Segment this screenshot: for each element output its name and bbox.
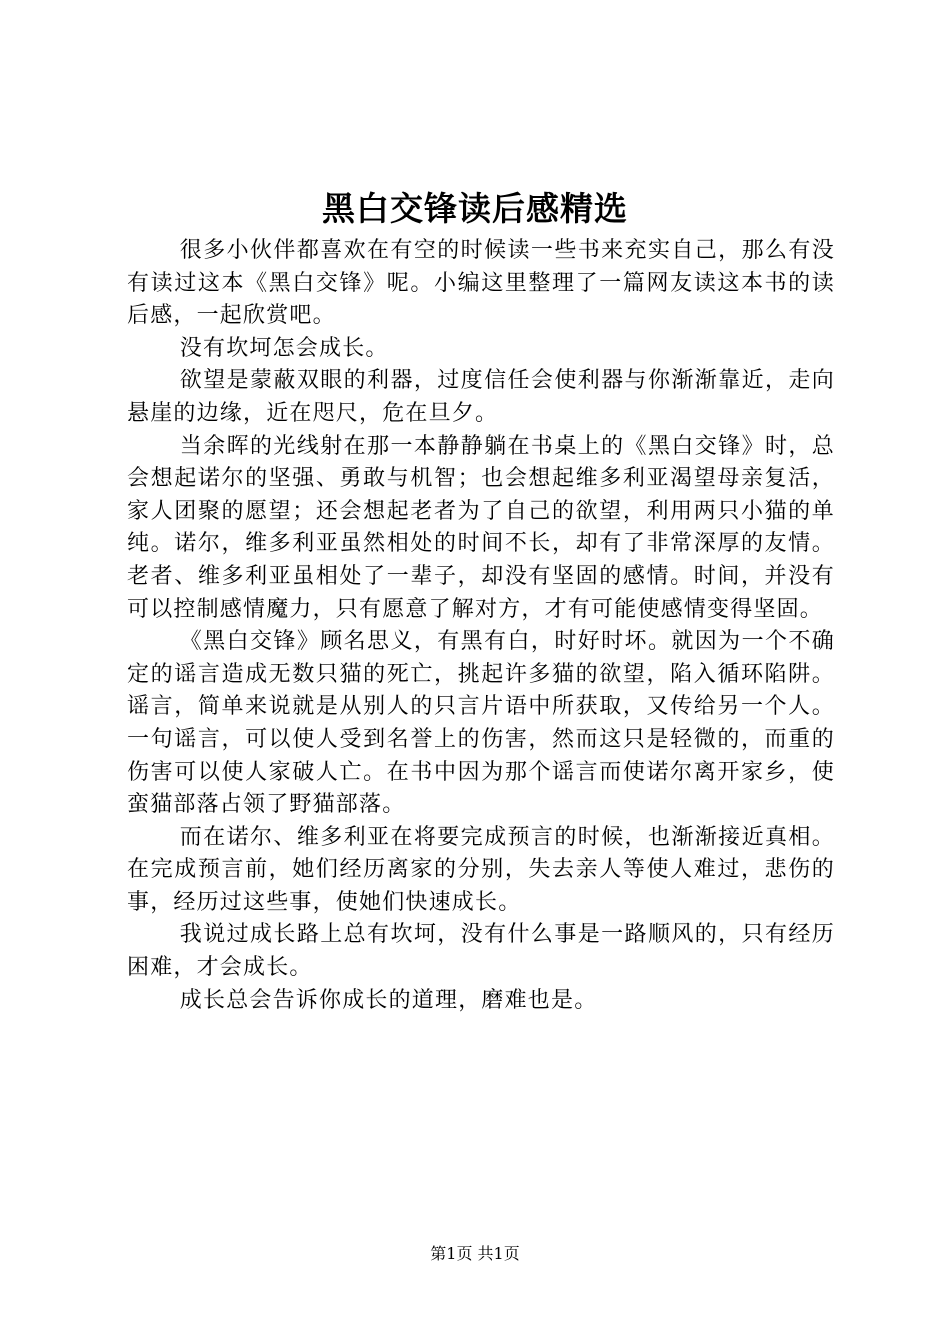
- paragraph-rumor: 《黑白交锋》顾名思义，有黑有白，时好时坏。就因为一个不确定的谣言造成无数只猫的死亡，挑起许多猫的欲望，陷入循环陷阱。谣言，简单来说就是从别人的只言片语中所获取，又传给另一个人。一句谣言，可以使人受到名誉上的伤害，然而这只是轻微的，而重的伤害可以使人家破人亡。在书中因为那个谣言而使诺尔离开家乡，使蛮猫部落占领了野猫部落。: [127, 629, 835, 818]
- paragraph-growth: 我说过成长路上总有坎坷，没有什么事是一路顺风的，只有经历困难，才会成长。: [127, 922, 835, 981]
- paragraph-theme: 没有坎坷怎会成长。: [179, 335, 389, 361]
- paragraph-prophecy: 而在诺尔、维多利亚在将要完成预言的时候，也渐渐接近真相。在完成预言前，她们经历离家的分别，失去亲人等使人难过，悲伤的事，经历过这些事，使她们快速成长。: [127, 824, 835, 915]
- paragraph-desire: 欲望是蒙蔽双眼的利器，过度信任会使利器与你渐渐靠近，走向悬崖的边缘，近在咫尺，危在旦夕。: [127, 368, 835, 426]
- paragraph-memory: 当余晖的光线射在那一本静静躺在书桌上的《黑白交锋》时，总会想起诺尔的坚强、勇敢与机智；也会想起维多利亚渴望母亲复活，家人团聚的愿望；还会想起老者为了自己的欲望，利用两只小猫的单纯。诺尔，维多利亚虽然相处的时间不长，却有了非常深厚的友情。老者、维多利亚虽相处了一辈子，却没有坚固的感情。时间，并没有可以控制感情魔力，只有愿意了解对方，才有可能使感情变得坚固。: [127, 433, 835, 622]
- page-title: 黑白交锋读后感精选: [322, 189, 628, 228]
- paragraph-conclusion: 成长总会告诉你成长的道理，磨难也是。: [179, 987, 598, 1013]
- article-body: [127, 235, 835, 1017]
- paragraph-intro: 很多小伙伴都喜欢在有空的时候读一些书来充实自己，那么有没有读过这本《黑白交锋》呢。小编这里整理了一篇网友读这本书的读后感，一起欣赏吧。: [127, 238, 835, 329]
- page-footer: 第1页 共1页: [430, 1244, 520, 1263]
